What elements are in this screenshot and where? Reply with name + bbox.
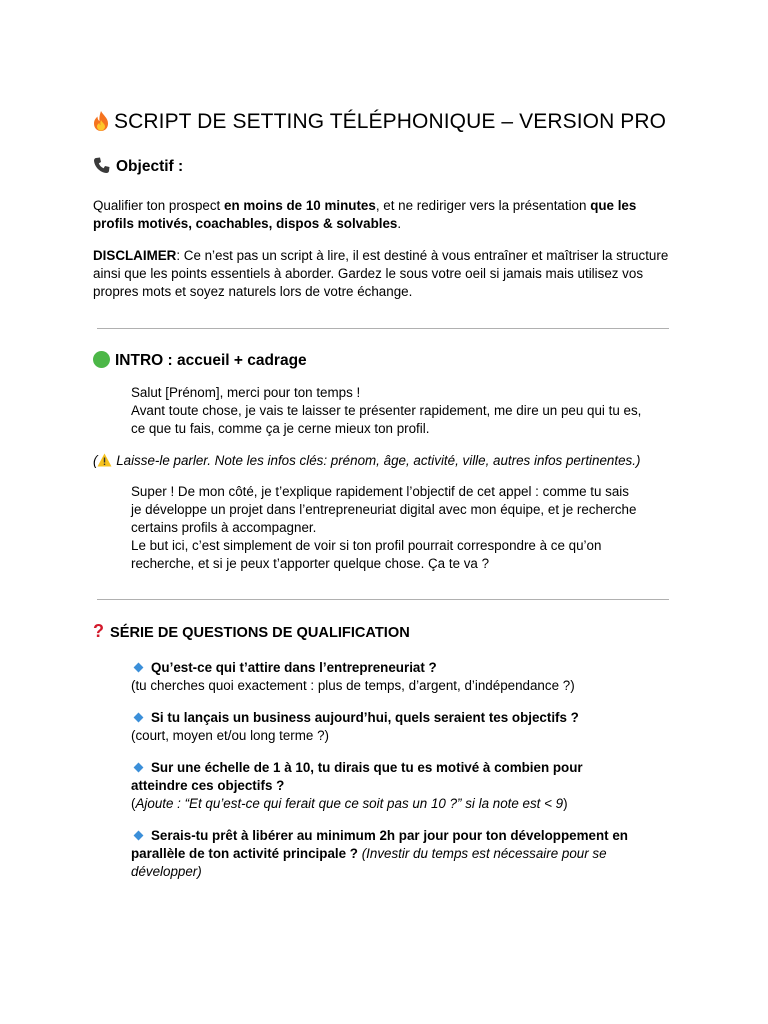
document-page — [93, 108, 677, 881]
intro-note — [93, 452, 677, 470]
red-question-mark-icon: ? — [93, 621, 104, 641]
question-1-text: Qu’est-ce qui t’attire dans l’entrepreneuriat ? — [151, 660, 437, 675]
detail-close-paren: ) — [563, 796, 568, 811]
question-1-detail: (tu cherches quoi exactement : plus de temps, d’argent, d’indépendance ?) — [131, 678, 575, 693]
question-3 — [131, 759, 637, 795]
question-4-detail-italic: (Investir du temps est nécessaire pour se développer) — [131, 846, 607, 879]
question-1 — [131, 659, 637, 677]
question-3-detail — [131, 795, 637, 813]
phone-icon — [93, 156, 111, 174]
objectif-paragraph — [93, 197, 677, 233]
green-circle-icon — [93, 351, 110, 368]
question-2 — [131, 709, 637, 727]
objectif-heading-text: Objectif : — [116, 158, 184, 175]
intro-block-2 — [93, 483, 677, 573]
divider-1 — [97, 328, 669, 329]
fire-icon — [93, 111, 109, 131]
question-4 — [131, 827, 637, 881]
objectif-profiles: que les profils motivés, coachables, dispos & solvables — [93, 198, 637, 231]
list-item — [131, 759, 637, 813]
disclaimer-paragraph — [93, 247, 677, 301]
objectif-time-limit: en moins de 10 minutes — [224, 198, 376, 213]
list-item — [131, 659, 637, 695]
disclaimer-text: : Ce n’est pas un script à lire, il est destiné à vous entraîner et maîtriser la structure ainsi que les points essentiels à aborder. Gardez le sous votre oeil si jamais mais utilisez vos propres mots et soyez naturels lors de votre échange. — [93, 248, 669, 299]
blue-diamond-icon — [134, 663, 144, 673]
blue-diamond-icon — [134, 831, 144, 841]
disclaimer-label: DISCLAIMER — [93, 248, 177, 263]
objectif-text-2: , et ne rediriger vers la présentation — [375, 198, 591, 213]
questions-list — [93, 659, 677, 881]
objectif-period: . — [397, 216, 402, 231]
question-2-detail: (court, moyen et/ou long terme ?) — [131, 728, 329, 743]
objectif-text: Qualifier ton prospect — [93, 198, 224, 213]
intro-line-1: Salut [Prénom], merci pour ton temps ! — [131, 385, 361, 400]
page-title — [93, 108, 677, 136]
detail-open-paren: ( — [131, 796, 136, 811]
warning-icon — [97, 453, 112, 467]
blue-diamond-icon — [134, 713, 144, 723]
question-4-text: Serais-tu prêt à libérer au minimum 2h par jour pour ton développement en parallèle de ton activité principale ? — [131, 828, 628, 861]
blue-diamond-icon — [134, 763, 144, 773]
intro-heading-text: INTRO : accueil + cadrage — [115, 352, 307, 369]
question-2-text: Si tu lançais un business aujourd’hui, quels seraient tes objectifs ? — [151, 710, 579, 725]
questions-heading — [93, 621, 677, 643]
divider-2 — [97, 599, 669, 600]
note-text: Laisse-le parler. Note les infos clés: prénom, âge, activité, ville, autres infos pertinentes.) — [112, 453, 641, 468]
questions-heading-text: SÉRIE DE QUESTIONS DE QUALIFICATION — [110, 625, 410, 641]
list-item — [131, 827, 637, 881]
title-text: SCRIPT DE SETTING TÉLÉPHONIQUE – VERSION PRO — [114, 110, 667, 133]
objectif-heading — [93, 156, 677, 177]
question-3-text: Sur une échelle de 1 à 10, tu dirais que tu es motivé à combien pour atteindre ces objectifs ? — [131, 760, 583, 793]
list-item — [131, 709, 637, 745]
intro-heading — [93, 351, 677, 371]
question-3-detail-italic: Ajoute : “Et qu’est-ce qui ferait que ce soit pas un 10 ?” si la note est < 9 — [135, 796, 564, 811]
intro-line-3: Super ! De mon côté, je t’explique rapidement l’objectif de cet appel : comme tu sais je développe un projet dans l’entrepreneuriat digital avec mon équipe, et je recherche certains profils à accompagner. — [131, 484, 637, 535]
intro-line-4: Le but ici, c’est simplement de voir si ton profil pourrait correspondre à ce qu’on recherche, et si je peux t’apporter quelque chose. Ça te va ? — [131, 538, 602, 571]
note-open-paren: ( — [93, 453, 98, 468]
intro-block-1 — [93, 384, 677, 438]
intro-line-2: Avant toute chose, je vais te laisser te présenter rapidement, me dire un peu qui tu es, ce que tu fais, comme ça je cerne mieux ton profil. — [131, 403, 642, 436]
